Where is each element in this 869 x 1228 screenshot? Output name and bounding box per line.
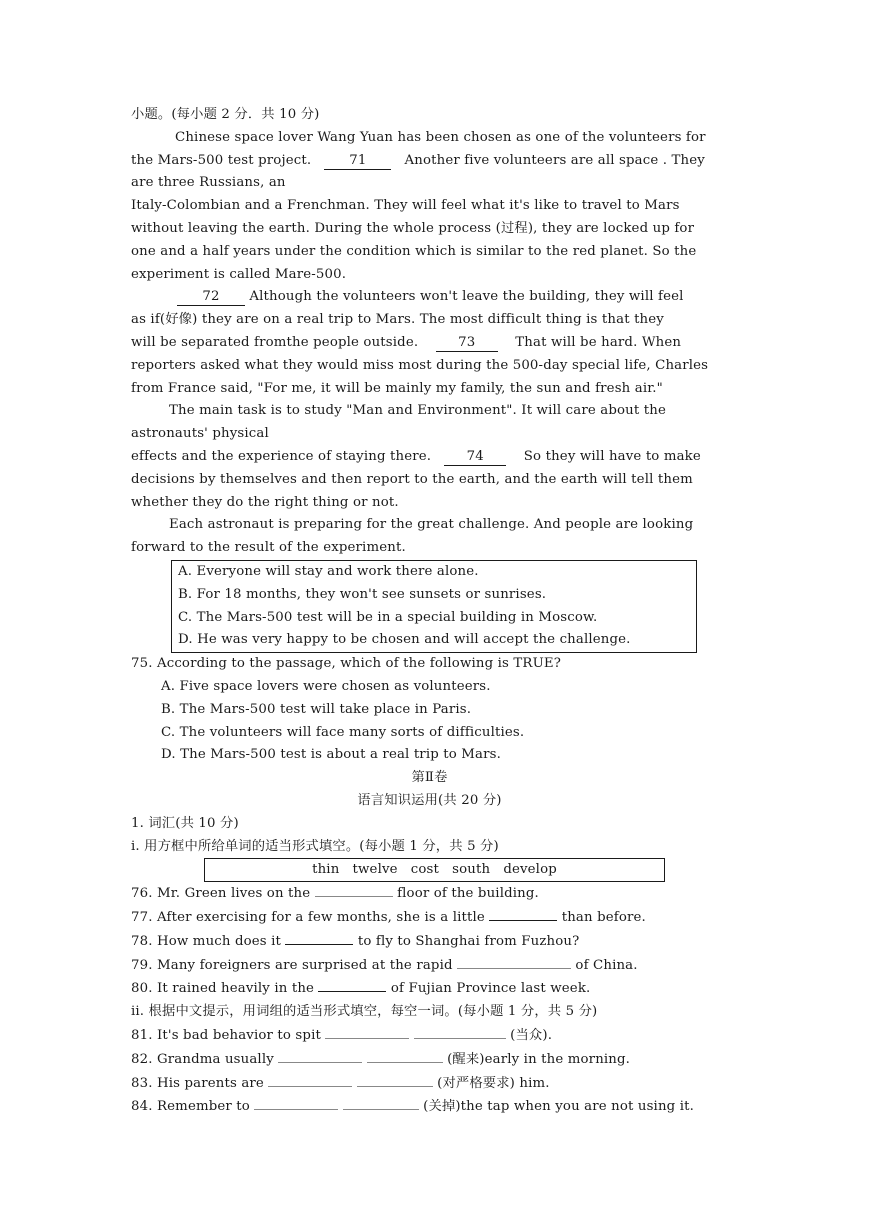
answer-blank[interactable] [315,882,393,897]
vocab-question: 80. It rained heavily in the of Fujian Province last week. [131,977,738,1001]
answer-blank-74[interactable]: 74 [444,449,506,466]
passage-line: without leaving the earth. During the whole process (过程), they are locked up for [131,220,695,236]
answer-blank[interactable] [457,954,571,969]
part-instruction: i. 用方框中所给单词的适当形式填空。(每小题 1 分，共 5 分) [131,838,499,854]
passage-line: astronauts' physical [131,426,269,442]
passage-line: 72 Although the volunteers won't leave the building, they will feel [131,286,738,309]
answer-blank[interactable] [367,1048,443,1063]
phrase-question: 84. Remember to (关掉)the tap when you are not using it. [131,1095,738,1119]
answer-blank[interactable] [278,1048,362,1063]
phrase-question: 83. His parents are (对严格要求) him. [131,1072,738,1096]
passage-line: The main task is to study "Man and Environment". It will care about the [169,403,666,419]
passage-line: reporters asked what they would miss most during the 500-day special life, Charles [131,357,709,373]
answer-blank[interactable] [268,1072,352,1087]
option-item: C. The Mars-500 test will be in a special building in Moscow. [178,609,598,625]
options-box [171,560,697,653]
word-box: thin twelve cost south develop [204,858,665,882]
option-item: D. He was very happy to be chosen and will accept the challenge. [178,632,631,648]
passage-line: as if(好像) they are on a real trip to Mars. The most difficult thing is that they [131,312,664,328]
question-75-stem: 75. According to the passage, which of the following is TRUE? [131,656,562,672]
option-item: A. Everyone will stay and work there alone. [178,563,479,579]
passage-line: forward to the result of the experiment. [131,540,406,556]
answer-blank-71[interactable]: 71 [324,153,391,170]
answer-blank-72[interactable]: 72 [177,289,245,306]
passage-line: effects and the experience of staying there. 74 So they will have to make [131,448,701,464]
vocab-question: 77. After exercising for a few months, she is a little than before. [131,906,738,930]
section-subtitle: 语言知识运用(共 20 分) [357,792,502,808]
choice-item[interactable]: B. The Mars-500 test will take place in Paris. [161,701,472,717]
passage-line: are three Russians, an [131,175,286,191]
answer-blank[interactable] [343,1095,419,1110]
phrase-question: 81. It's bad behavior to spit (当众). [131,1024,738,1048]
passage-line: Italy-Colombian and a Frenchman. They will feel what it's like to travel to Mars [131,198,680,214]
passage-line: one and a half years under the condition which is similar to the red planet. So the [131,243,697,259]
passage-line: whether they do the right thing or not. [131,494,399,510]
passage-line: the Mars-500 test project. 71 Another five volunteers are all space . They [131,152,705,168]
vocab-question: 76. Mr. Green lives on the floor of the building. [131,882,738,906]
vocab-question: 79. Many foreigners are surprised at the rapid of China. [131,954,738,978]
choice-item[interactable]: C. The volunteers will face many sorts of difficulties. [161,724,525,740]
answer-blank[interactable] [489,906,557,921]
choice-item[interactable]: A. Five space lovers were chosen as volunteers. [161,678,491,694]
answer-blank[interactable] [325,1024,409,1039]
part-instruction: ii. 根据中文提示，用词组的适当形式填空，每空一词。(每小题 1 分，共 5 分) [131,1004,598,1020]
part-heading: 1. 词汇(共 10 分) [131,815,239,831]
passage-line: Chinese space lover Wang Yuan has been chosen as one of the volunteers for [175,129,706,145]
passage-line: from France said, "For me, it will be mainly my family, the sun and fresh air." [131,380,663,396]
answer-blank-73[interactable]: 73 [436,335,498,352]
answer-blank[interactable] [285,930,353,945]
section-header: 小题。(每小题 2 分．共 10 分) [131,107,320,122]
passage-line: will be separated fromthe people outside. 73 That will be hard. When [131,334,682,350]
passage-line: experiment is called Mare-500. [131,266,347,282]
passage-line: decisions by themselves and then report to the earth, and the earth will tell them [131,471,693,487]
choice-item[interactable]: D. The Mars-500 test is about a real trip to Mars. [161,747,501,763]
answer-blank[interactable] [414,1024,506,1039]
vocab-question: 78. How much does it to fly to Shanghai from Fuzhou? [131,930,738,954]
exam-page [131,104,738,1119]
passage-line: Each astronaut is preparing for the great challenge. And people are looking [169,517,694,533]
option-item: B. For 18 months, they won't see sunsets or sunrises. [178,586,547,602]
phrase-question: 82. Grandma usually (醒来)early in the morning. [131,1048,738,1072]
answer-blank[interactable] [254,1095,338,1110]
answer-blank[interactable] [357,1072,433,1087]
answer-blank[interactable] [318,977,386,992]
section-title: 第Ⅱ卷 [411,770,448,786]
